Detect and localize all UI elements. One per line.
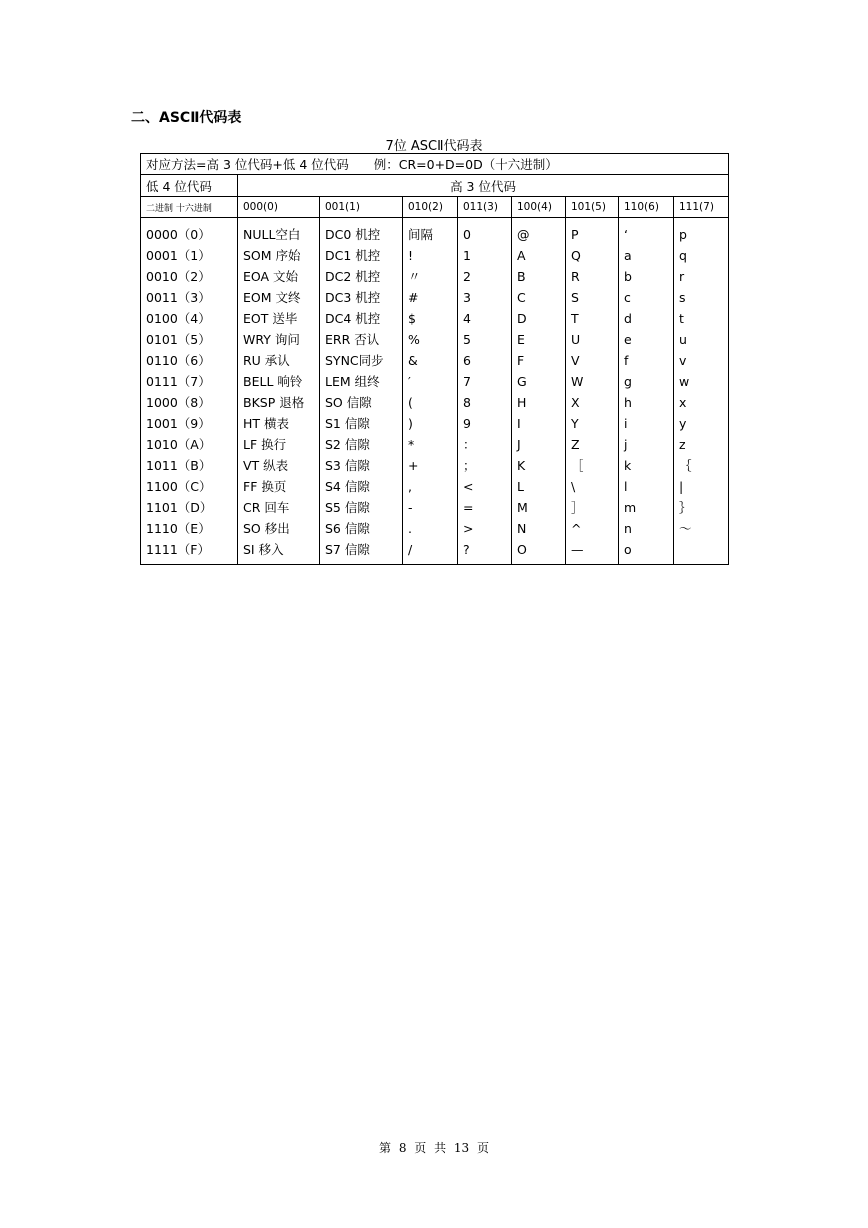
code-cell: S7 信隙 (325, 542, 370, 557)
code-cell: \ (571, 479, 576, 494)
code-cell: s (679, 290, 686, 305)
code-cell: CR 回车 (243, 500, 290, 515)
row-code: 0110（6） (146, 353, 211, 368)
code-cell: R (571, 269, 580, 284)
column-header: 000(0) (238, 197, 320, 218)
code-cell: S3 信隙 (325, 458, 370, 473)
code-cell: ； (463, 458, 476, 473)
code-column (458, 218, 512, 565)
code-cell: % (408, 332, 420, 347)
code-cell: t (679, 311, 684, 326)
row-code: 0111（7） (146, 374, 211, 389)
code-cell: WRY 询问 (243, 332, 300, 347)
code-cell: DC1 机控 (325, 248, 381, 263)
code-cell: c (624, 290, 631, 305)
code-cell: x (679, 395, 687, 410)
code-cell: = (463, 500, 474, 515)
code-cell: N (517, 521, 527, 536)
code-cell: 3 (463, 290, 471, 305)
code-cell: O (517, 542, 527, 557)
code-cell: FF 换页 (243, 479, 287, 494)
code-column (512, 218, 566, 565)
code-cell: S6 信隙 (325, 521, 370, 536)
low-bits-label: 低 4 位代码 (141, 175, 238, 197)
code-cell: 2 (463, 269, 471, 284)
code-cell: . (408, 521, 412, 536)
code-cell: G (517, 374, 527, 389)
code-cell: X (571, 395, 580, 410)
code-cell: 4 (463, 311, 471, 326)
code-cell: L (517, 479, 524, 494)
code-cell: Y (571, 416, 579, 431)
code-cell: m (624, 500, 637, 515)
code-column (619, 218, 674, 565)
code-cell: LEM 组终 (325, 374, 380, 389)
code-cell: 1 (463, 248, 471, 263)
code-column (674, 218, 729, 565)
code-cell: < (463, 479, 474, 494)
column-header: 010(2) (403, 197, 458, 218)
code-cell: SI 移入 (243, 542, 284, 557)
code-cell: ～ (679, 521, 692, 536)
code-cell: EOM 文终 (243, 290, 301, 305)
code-cell: S4 信隙 (325, 479, 370, 494)
code-cell: ′ (408, 374, 411, 389)
code-cell: NULL空白 (243, 227, 301, 242)
row-code: 1010（A） (146, 437, 212, 452)
column-header: 101(5) (566, 197, 619, 218)
code-cell: S5 信隙 (325, 500, 370, 515)
code-cell: HT 横表 (243, 416, 290, 431)
code-cell: l (624, 479, 628, 494)
column-header: 110(6) (619, 197, 674, 218)
code-cell: BELL 响铃 (243, 374, 303, 389)
code-cell: | (679, 479, 684, 494)
code-cell: — (571, 542, 584, 557)
code-cell: g (624, 374, 632, 389)
section-heading: 二、ASCⅡ代码表 (131, 110, 242, 126)
code-cell: f (624, 353, 629, 368)
code-cell: B (517, 269, 526, 284)
code-cell: ? (463, 542, 470, 557)
code-cell: J (517, 437, 521, 452)
code-cell: P (571, 227, 579, 242)
code-cell: D (517, 311, 527, 326)
code-cell: h (624, 395, 632, 410)
code-cell (679, 539, 723, 560)
code-cell: ) (408, 416, 413, 431)
code-column (238, 218, 320, 565)
code-cell: DC0 机控 (325, 227, 381, 242)
row-code: 0010（2） (146, 269, 211, 284)
code-cell: 9 (463, 416, 471, 431)
code-cell: k (624, 458, 632, 473)
code-cell: LF 换行 (243, 437, 287, 452)
code-cell: SO 信隙 (325, 395, 372, 410)
code-cell: BKSP 退格 (243, 395, 305, 410)
code-cell: SO 移出 (243, 521, 290, 536)
code-column (566, 218, 619, 565)
row-code: 1101（D） (146, 500, 213, 515)
code-cell: S (571, 290, 579, 305)
row-code: 0100（4） (146, 311, 211, 326)
code-cell: n (624, 521, 632, 536)
code-cell: @ (517, 227, 530, 242)
code-cell: # (408, 290, 419, 305)
code-cell: i (624, 416, 628, 431)
row-code: 1000（8） (146, 395, 211, 410)
code-cell: b (624, 269, 632, 284)
code-cell: DC3 机控 (325, 290, 381, 305)
row-code: 1110（E） (146, 521, 211, 536)
code-cell: u (679, 332, 687, 347)
high-bits-label: 高 3 位代码 (238, 175, 729, 197)
column-header: 001(1) (320, 197, 403, 218)
code-cell: U (571, 332, 581, 347)
ascii-code-table (140, 153, 729, 565)
code-cell: H (517, 395, 527, 410)
code-cell: DC4 机控 (325, 311, 381, 326)
code-cell: ［ (571, 458, 584, 473)
code-cell: e (624, 332, 632, 347)
code-cell: 间隔 (408, 227, 434, 242)
code-cell: 〃 (408, 269, 421, 284)
code-cell: - (408, 500, 413, 515)
code-cell: K (517, 458, 526, 473)
row-code: 0000（0） (146, 227, 211, 242)
code-cell: 7 (463, 374, 471, 389)
row-code: 1011（B） (146, 458, 212, 473)
row-codes-column (141, 218, 238, 565)
code-cell: ｝ (679, 500, 692, 515)
code-cell: ｛ (679, 458, 692, 473)
code-cell: + (408, 458, 419, 473)
code-cell: ( (408, 395, 413, 410)
code-cell: Q (571, 248, 581, 263)
code-cell: & (408, 353, 418, 368)
row-code: 1001（9） (146, 416, 211, 431)
code-cell: p (679, 227, 687, 242)
column-header: 011(3) (458, 197, 512, 218)
code-cell: 0 (463, 227, 471, 242)
code-cell: Z (571, 437, 580, 452)
code-cell: z (679, 437, 686, 452)
row-code: 0011（3） (146, 290, 211, 305)
method-note: 对应方法=高 3 位代码+低 4 位代码 例：CR=0+D=0D（十六进制） (141, 154, 729, 175)
code-cell: EOA 文始 (243, 269, 299, 284)
code-cell: E (517, 332, 525, 347)
table-caption: 7位 ASCⅡ代码表 (385, 139, 483, 154)
code-cell: ! (408, 248, 414, 263)
code-cell: q (679, 248, 687, 263)
code-cell: F (517, 353, 525, 368)
code-cell: 8 (463, 395, 471, 410)
code-cell: RU 承认 (243, 353, 290, 368)
code-cell: V (571, 353, 580, 368)
row-code: 0101（5） (146, 332, 211, 347)
code-cell: EOT 送毕 (243, 311, 298, 326)
code-cell: r (679, 269, 685, 284)
code-cell: ^ (571, 521, 582, 536)
code-cell: / (408, 542, 413, 557)
row-code: 1100（C） (146, 479, 212, 494)
code-cell: M (517, 500, 528, 515)
code-cell: v (679, 353, 687, 368)
code-cell: 5 (463, 332, 471, 347)
code-cell: j (624, 437, 628, 452)
column-header: 100(4) (512, 197, 566, 218)
column-header: 111(7) (674, 197, 729, 218)
code-cell: ： (463, 437, 476, 452)
code-cell: d (624, 311, 632, 326)
code-cell: SYNC同步 (325, 353, 384, 368)
code-cell: A (517, 248, 526, 263)
code-cell: o (624, 542, 632, 557)
code-cell: > (463, 521, 474, 536)
code-cell: S2 信隙 (325, 437, 370, 452)
page-footer: 第 8 页 共 13 页 (379, 1141, 489, 1155)
code-cell: ‘ (624, 227, 628, 242)
code-cell: VT 纵表 (243, 458, 289, 473)
code-cell: ］ (571, 500, 584, 515)
code-cell: DC2 机控 (325, 269, 381, 284)
code-cell: a (624, 248, 632, 263)
code-cell: * (408, 437, 415, 452)
binary-hex-label: 二进制 十六进制 (141, 197, 238, 218)
code-cell: , (408, 479, 412, 494)
code-cell: $ (408, 311, 416, 326)
code-cell: ERR 否认 (325, 332, 380, 347)
row-code: 1111（F） (146, 542, 211, 557)
code-cell: w (679, 374, 690, 389)
code-cell: W (571, 374, 584, 389)
code-cell: 6 (463, 353, 471, 368)
code-cell: T (571, 311, 579, 326)
row-code: 0001（1） (146, 248, 211, 263)
code-cell: SOM 序始 (243, 248, 301, 263)
code-column (403, 218, 458, 565)
code-cell: I (517, 416, 521, 431)
code-column (320, 218, 403, 565)
code-cell: y (679, 416, 687, 431)
code-cell: C (517, 290, 526, 305)
code-cell: S1 信隙 (325, 416, 370, 431)
